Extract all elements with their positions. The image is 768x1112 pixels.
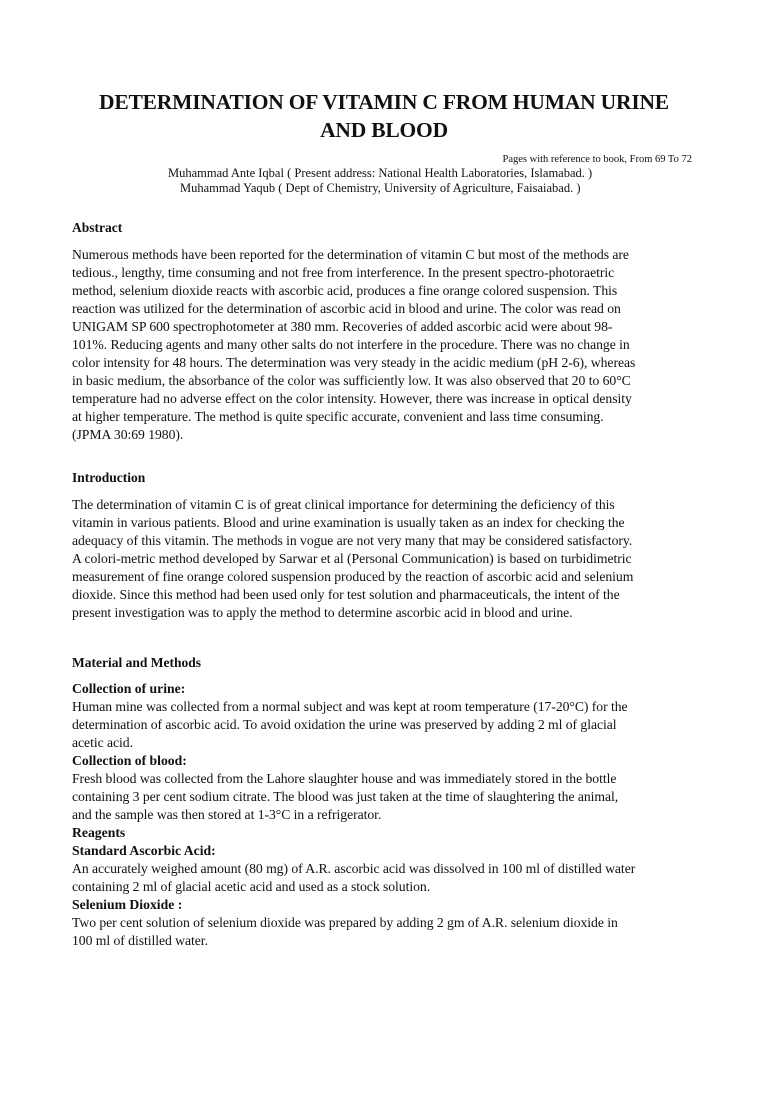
abstract-line: 101%. Reducing agents and many other salts do not interfere in the procedure. There was no change in bbox=[72, 337, 630, 352]
abstract-line: (JPMA 30:69 1980). bbox=[72, 427, 184, 442]
selenium-line: 100 ml of distilled water. bbox=[72, 933, 208, 948]
author-1: Muhammad Ante Iqbal ( Present address: National Health Laboratories, Islamabad. ) bbox=[168, 166, 593, 180]
introduction-line: The determination of vitamin C is of great clinical importance for determining the deficiency of this bbox=[72, 497, 615, 512]
pages-reference: Pages with reference to book, From 69 To 72 bbox=[502, 154, 692, 165]
abstract-heading: Abstract bbox=[72, 220, 123, 235]
abstract-line: method, selenium dioxide reacts with ascorbic acid, produces a fine orange colored suspension. This bbox=[72, 283, 618, 298]
blood-subheading: Collection of blood: bbox=[72, 753, 187, 768]
introduction-line: present investigation was to apply the method to determine ascorbic acid in blood and urine. bbox=[72, 605, 573, 620]
reagents-subheading: Reagents bbox=[72, 825, 126, 840]
title-line-1: DETERMINATION OF VITAMIN C FROM HUMAN URINE bbox=[99, 90, 669, 114]
selenium-subheading: Selenium Dioxide : bbox=[72, 897, 183, 912]
urine-line: acetic acid. bbox=[72, 735, 133, 750]
urine-line: Human mine was collected from a normal subject and was kept at room temperature (17-20°C) for the bbox=[72, 699, 628, 714]
blood-line: containing 3 per cent sodium citrate. The blood was just taken at the time of slaughtering the animal, bbox=[72, 789, 619, 804]
ascorbic-line: An accurately weighed amount (80 mg) of A.R. ascorbic acid was dissolved in 100 ml of distilled water bbox=[72, 861, 636, 876]
urine-subheading: Collection of urine: bbox=[72, 681, 186, 696]
author-2: Muhammad Yaqub ( Dept of Chemistry, University of Agriculture, Faisaiabad. ) bbox=[180, 181, 581, 195]
blood-line: Fresh blood was collected from the Lahore slaughter house and was immediately stored in the bottle bbox=[72, 771, 617, 786]
introduction-body bbox=[72, 496, 696, 622]
ascorbic-line: containing 2 ml of glacial acetic acid and used as a stock solution. bbox=[72, 879, 431, 894]
selenium-line: Two per cent solution of selenium dioxide was prepared by adding 2 gm of A.R. selenium dioxide in bbox=[72, 915, 618, 930]
abstract-line: tedious., lengthy, time consuming and not free from interference. In the present spectro-photoraetric bbox=[72, 265, 615, 280]
paper-page bbox=[0, 88, 768, 1112]
abstract-line: color intensity for 48 hours. The determination was very steady in the acidic medium (pH 2-6), whereas bbox=[72, 355, 636, 370]
abstract-line: in basic medium, the absorbance of the color was sufficiently low. It was also observed that 20 to 60°C bbox=[72, 373, 631, 388]
abstract-line: at higher temperature. The method is quite specific accurate, convenient and lass time consuming. bbox=[72, 409, 604, 424]
title-line-2: AND BLOOD bbox=[320, 118, 448, 142]
urine-line: determination of ascorbic acid. To avoid oxidation the urine was preserved by adding 2 ml of glacial bbox=[72, 717, 617, 732]
abstract-line: reaction was utilized for the determination of ascorbic acid in blood and urine. The color was read on bbox=[72, 301, 621, 316]
ascorbic-subheading: Standard Ascorbic Acid: bbox=[72, 843, 216, 858]
abstract-body bbox=[72, 246, 696, 444]
methods-heading: Material and Methods bbox=[72, 655, 201, 670]
introduction-heading: Introduction bbox=[72, 470, 146, 485]
blood-line: and the sample was then stored at 1-3°C in a refrigerator. bbox=[72, 807, 382, 822]
abstract-line: UNIGAM SP 600 spectrophotometer at 380 mm. Recoveries of added ascorbic acid were about 98- bbox=[72, 319, 613, 334]
abstract-line: temperature had no adverse effect on the color intensity. However, there was increase in optical density bbox=[72, 391, 632, 406]
introduction-line: A colori-metric method developed by Sarwar et al (Personal Communication) is based on turbidimetric bbox=[72, 551, 632, 566]
introduction-line: vitamin in various patients. Blood and urine examination is usually taken as an index for checking the bbox=[72, 515, 625, 530]
abstract-line: Numerous methods have been reported for the determination of vitamin C but most of the methods are bbox=[72, 247, 629, 262]
introduction-line: dioxide. Since this method had been used only for test solution and pharmaceuticals, the intent of the bbox=[72, 587, 620, 602]
paper-title bbox=[72, 88, 696, 144]
introduction-line: adequacy of this vitamin. The methods in vogue are not very many that may be considered satisfactory. bbox=[72, 533, 633, 548]
introduction-line: measurement of fine orange colored suspension produced by the reaction of ascorbic acid and selenium bbox=[72, 569, 634, 584]
